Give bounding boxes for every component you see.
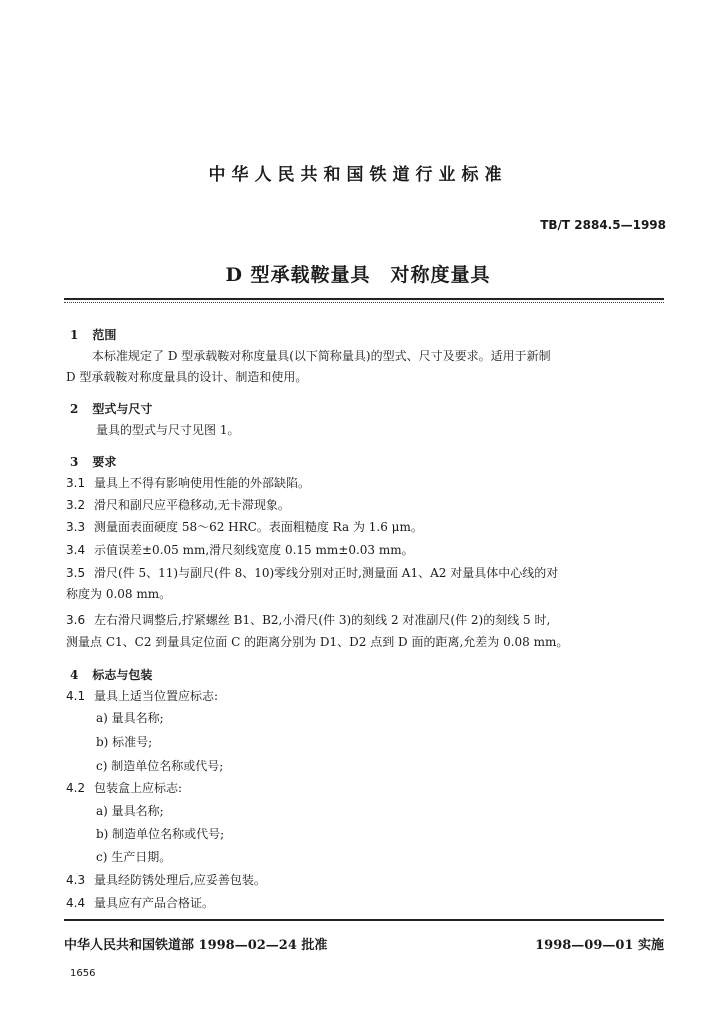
clause-text: 包装盒上应标志: <box>94 781 183 795</box>
page-number: 1656 <box>70 968 96 979</box>
section-title: 要求 <box>92 455 117 469</box>
section-title: 型式与尺寸 <box>92 402 153 416</box>
list-item: a) 量具名称; <box>96 804 164 818</box>
clause-3-1 <box>66 476 310 490</box>
approval-line: 中华人民共和国铁道部 1998—02—24 批准 <box>64 938 328 953</box>
clause-number: 3.2 <box>66 498 86 512</box>
clause-4-1 <box>66 689 218 703</box>
clause-text: 滑尺和副尺应平稳移动,无卡滞现象。 <box>94 498 290 512</box>
clause-text: 滑尺(件 5、11)与副尺(件 8、10)零线分别对正时,测量面 A1、A2 对量具体中心线的对 <box>94 566 559 580</box>
clause-text: 量具经防锈处理后,应妥善包装。 <box>94 873 266 887</box>
clause-text: 量具上不得有影响使用性能的外部缺陷。 <box>94 476 311 490</box>
clause-number: 4.4 <box>66 896 86 910</box>
clause-3-6 <box>66 613 550 627</box>
footer-divider <box>64 919 664 921</box>
list-item: b) 制造单位名称或代号; <box>96 827 225 841</box>
clause-3-5 <box>66 566 558 580</box>
clause-text: 示值误差±0.05 mm,滑尺刻线宽度 0.15 mm±0.03 mm。 <box>94 543 414 557</box>
clause-4-4 <box>66 896 214 910</box>
org-title: 中华人民共和国铁道行业标准 <box>208 165 508 185</box>
title-divider <box>64 298 664 300</box>
section-3-heading <box>70 455 116 469</box>
list-item: a) 量具名称; <box>96 711 164 725</box>
clause-number: 3.4 <box>66 543 86 557</box>
section-title: 标志与包装 <box>92 668 153 682</box>
title-divider-dotted <box>64 302 664 303</box>
section-number: 1 <box>70 328 79 342</box>
clause-text: 左右滑尺调整后,拧紧螺丝 B1、B2,小滑尺(件 3)的刻线 2 对准副尺(件 2)的刻线 5 时, <box>94 613 551 627</box>
section-number: 2 <box>70 402 79 416</box>
clause-text: 测量面表面硬度 58～62 HRC。表面粗糙度 Ra 为 1.6 μm。 <box>94 520 423 534</box>
clause-3-2 <box>66 498 290 512</box>
clause-3-6-continuation: 测量点 C1、C2 到量具定位面 C 的距离分别为 D1、D2 点到 D 面的距离,允差为 0.08 mm。 <box>66 635 569 649</box>
section-1-text-line-1: 本标准规定了 D 型承载鞍对称度量具(以下简称量具)的型式、尺寸及要求。适用于新制 <box>92 349 551 363</box>
section-1-text-line-2: D 型承载鞍对称度量具的设计、制造和使用。 <box>66 370 308 384</box>
section-number: 4 <box>70 668 79 682</box>
clause-text: 量具应有产品合格证。 <box>94 896 215 910</box>
clause-number: 3.3 <box>66 520 86 534</box>
section-2-text: 量具的型式与尺寸见图 1。 <box>96 423 240 437</box>
document-title: D 型承载鞍量具 对称度量具 <box>225 264 491 286</box>
list-item: b) 标准号; <box>96 735 153 749</box>
section-number: 3 <box>70 455 79 469</box>
clause-number: 4.2 <box>66 781 86 795</box>
clause-number: 3.5 <box>66 566 86 580</box>
clause-4-3 <box>66 873 266 887</box>
section-1-heading <box>70 328 116 342</box>
section-4-heading <box>70 668 152 682</box>
list-item: c) 生产日期。 <box>96 850 172 864</box>
clause-3-5-continuation: 称度为 0.08 mm。 <box>66 587 172 601</box>
clause-number: 3.6 <box>66 613 86 627</box>
section-2-heading <box>70 402 152 416</box>
standard-number: TB/T 2884.5—1998 <box>540 218 666 232</box>
clause-4-2 <box>66 781 182 795</box>
section-title: 范围 <box>92 328 117 342</box>
clause-text: 量具上适当位置应标志: <box>94 689 219 703</box>
effective-date: 1998—09—01 实施 <box>535 938 664 953</box>
clause-number: 4.1 <box>66 689 86 703</box>
clause-number: 4.3 <box>66 873 86 887</box>
clause-3-3 <box>66 520 423 534</box>
clause-number: 3.1 <box>66 476 86 490</box>
clause-3-4 <box>66 543 414 557</box>
list-item: c) 制造单位名称或代号; <box>96 759 224 773</box>
